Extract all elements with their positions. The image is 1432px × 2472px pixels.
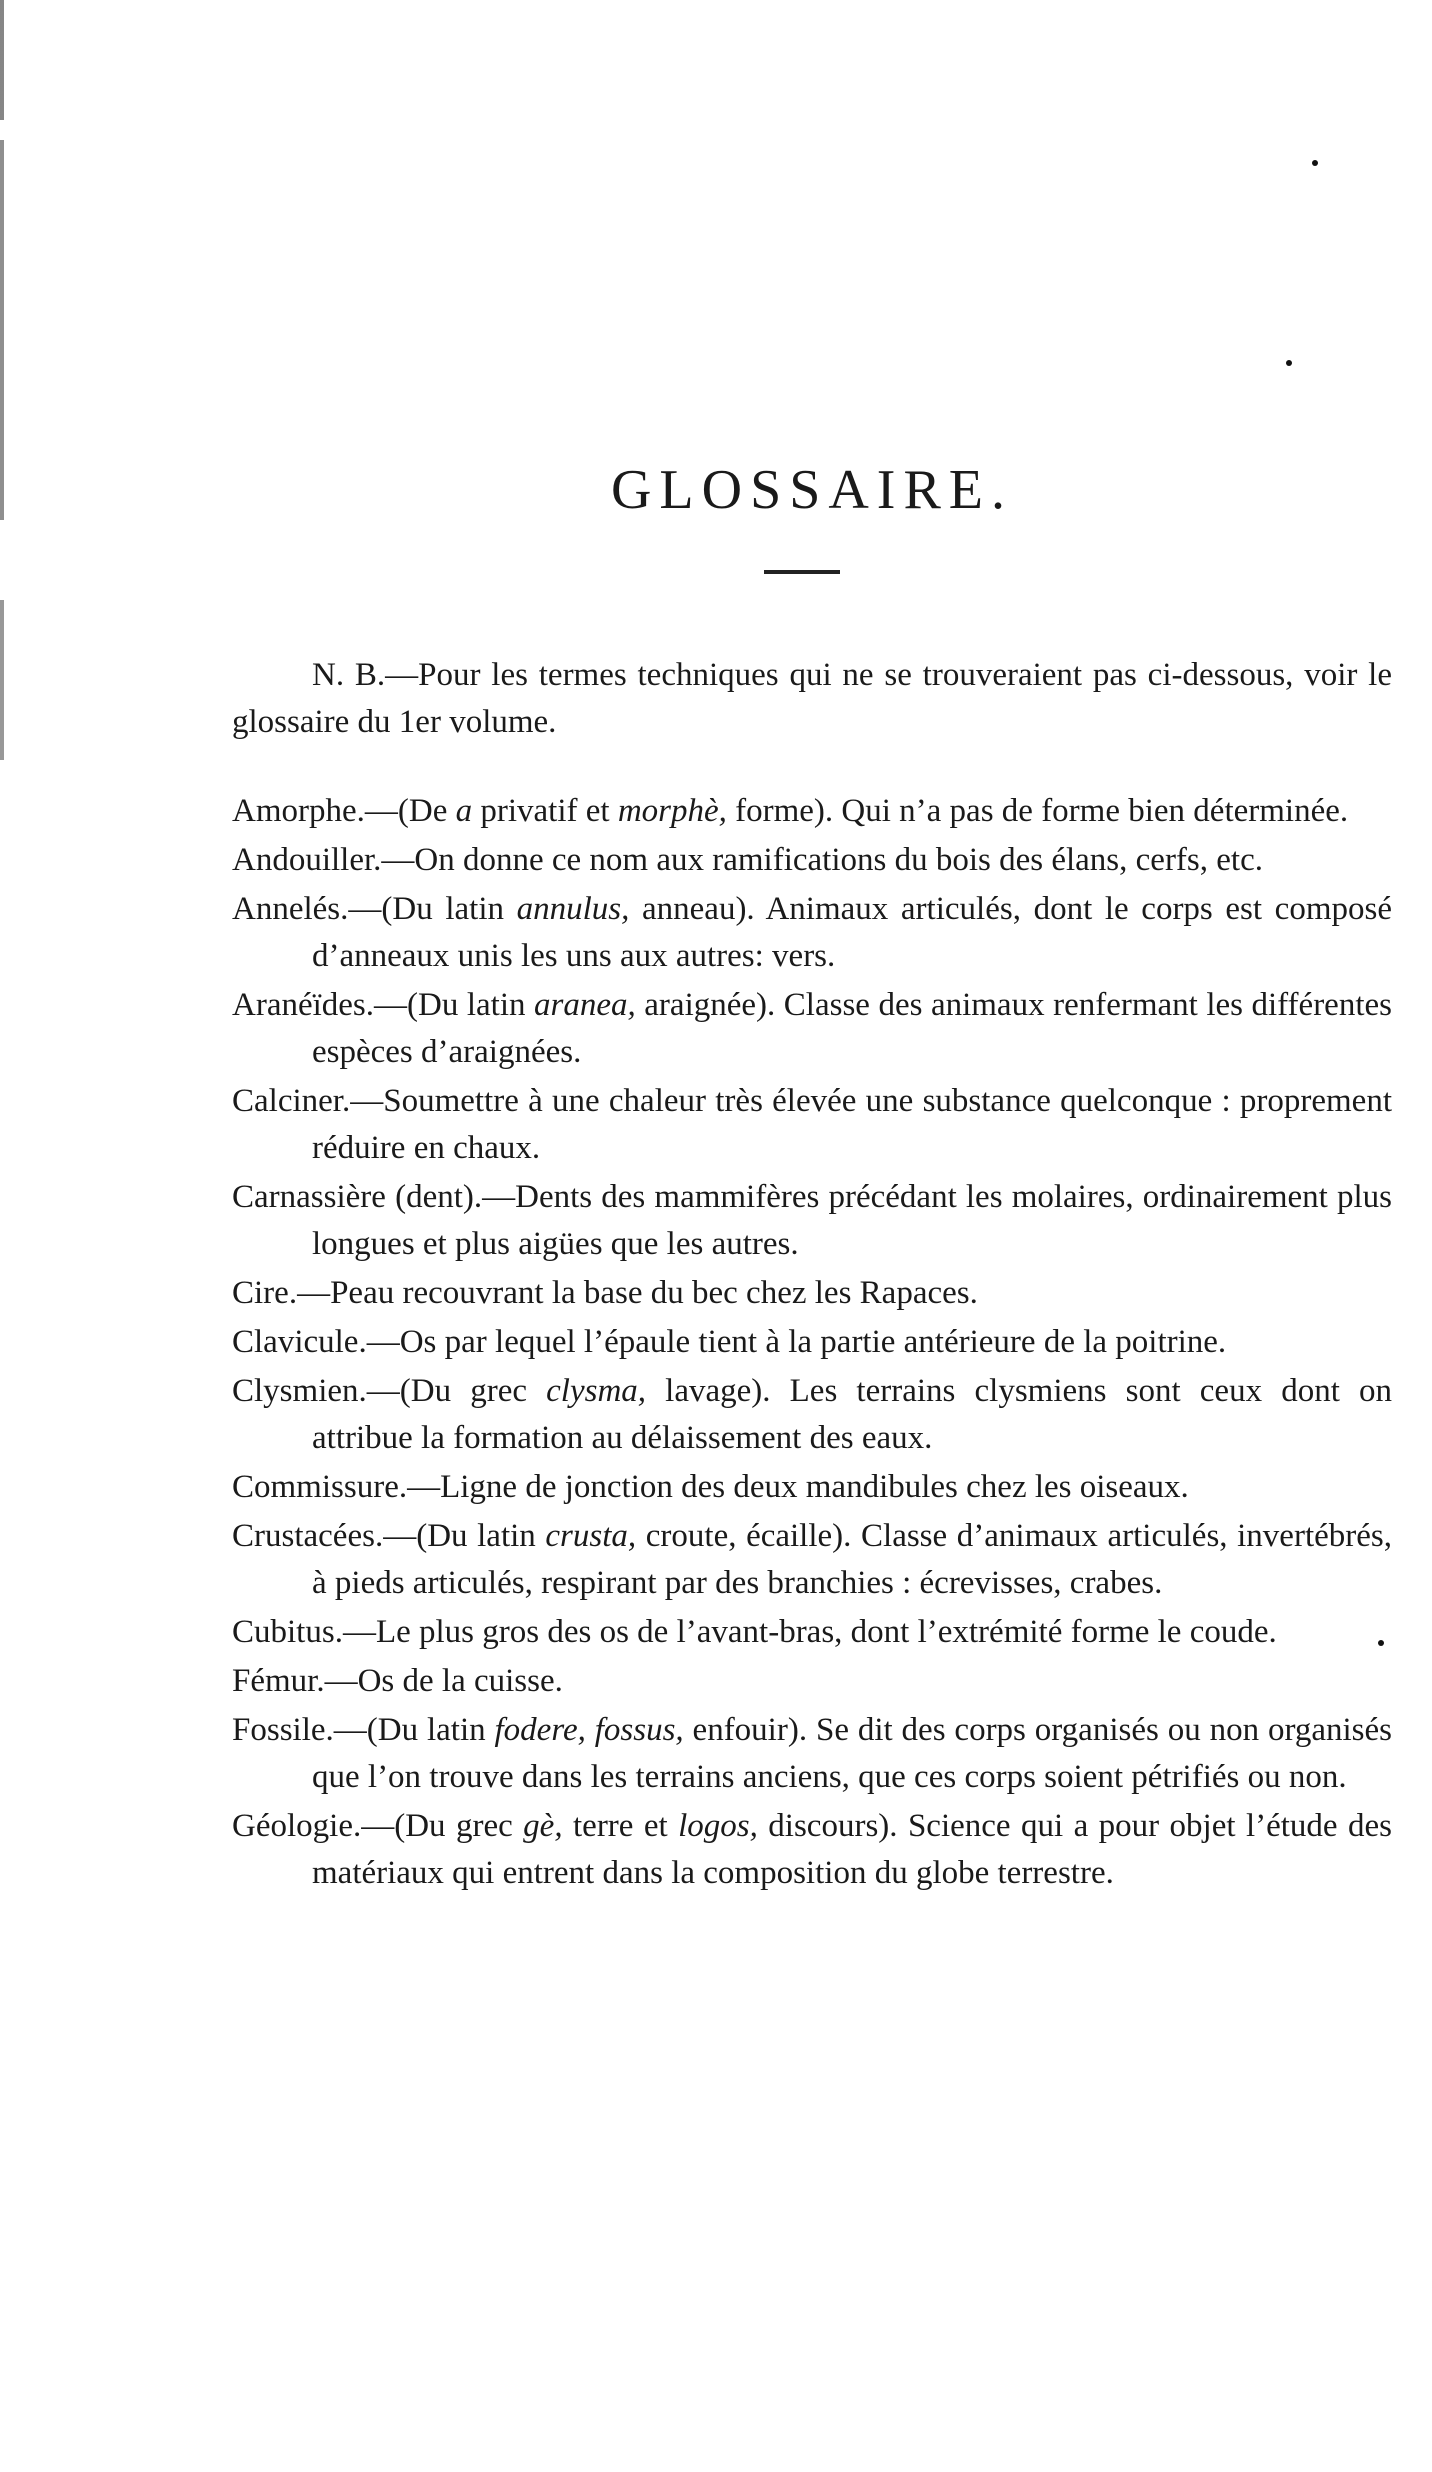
glossary-definition-text: anneau). Animaux articulés, dont le corps est composé d’anneaux unis les uns aux autres: vers. xyxy=(312,891,1392,974)
glossary-definition-text: —Dents des mammifères précédant les molaires, ordinairement plus longues et plus aigües que les autres. xyxy=(312,1179,1392,1262)
glossary-italic-word: aranea, xyxy=(534,987,636,1023)
glossary-entry xyxy=(232,1270,1392,1317)
glossary-definition-text: privatif et xyxy=(472,793,618,829)
ink-speck xyxy=(1312,160,1318,166)
glossary-definition-text: —(Du latin xyxy=(333,1712,495,1748)
glossary-term: Cubitus. xyxy=(232,1614,343,1650)
glossary-definition-text: —Peau recouvrant la base du bec chez les Rapaces. xyxy=(297,1275,978,1311)
glossary-definition-text: —Soumettre à une chaleur très élevée une substance quelconque : proprement réduire en chaux. xyxy=(312,1083,1392,1166)
glossary-definition-text: —(Du grec xyxy=(366,1373,547,1409)
glossary-definition-text: —Ligne de jonction des deux mandibules chez les oiseaux. xyxy=(407,1469,1189,1505)
glossary-definition-text: —(Du latin xyxy=(348,891,517,927)
glossary-term: Commissure. xyxy=(232,1469,408,1505)
introductory-note: N. B.—Pour les termes techniques qui ne se trouveraient pas ci-dessous, voir le glossaire du 1er volume. xyxy=(232,657,1392,740)
glossary-entry xyxy=(232,1803,1392,1897)
glossary-entries xyxy=(232,788,1392,1899)
glossary-term: Annelés. xyxy=(232,891,349,927)
glossary-term: Calciner. xyxy=(232,1083,351,1119)
glossary-definition-text: forme). Qui n’a pas de forme bien déterminée. xyxy=(726,793,1349,829)
glossary-entry xyxy=(232,982,1392,1076)
glossary-entry xyxy=(232,1609,1392,1656)
glossary-definition-text: enfouir). Se dit des corps organisés ou non organisés que l’on trouve dans les terrains anciens, que ces corps soient pétrifiés ou non. xyxy=(312,1712,1392,1795)
glossary-term: Cire. xyxy=(232,1275,298,1311)
glossary-entry xyxy=(232,1464,1392,1511)
glossary-term: Crustacées. xyxy=(232,1518,384,1554)
glossary-term: Clavicule. xyxy=(232,1324,367,1360)
glossary-definition-text: lavage). Les terrains clysmiens sont ceux dont on attribue la formation au délaissement des eaux. xyxy=(312,1373,1392,1456)
glossary-definition-text: —On donne ce nom aux ramifications du bois des élans, cerfs, etc. xyxy=(381,842,1263,878)
glossary-italic-word: morphè, xyxy=(617,793,727,829)
glossary-entry xyxy=(232,788,1392,835)
glossary-term: Andouiller. xyxy=(232,842,382,878)
title-rule xyxy=(764,570,840,574)
glossary-entry xyxy=(232,1368,1392,1462)
glossary-italic-word: clysma, xyxy=(546,1373,647,1409)
glossary-term: Amorphe. xyxy=(232,793,365,829)
glossary-entry xyxy=(232,1078,1392,1172)
ink-speck xyxy=(1286,360,1292,366)
glossary-definition-text: —(Du grec xyxy=(361,1808,524,1844)
glossary-italic-word: a xyxy=(455,793,473,829)
glossary-term: Géologie. xyxy=(232,1808,362,1844)
glossary-term: Aranéïdes. xyxy=(232,987,375,1023)
glossary-entry xyxy=(232,1174,1392,1268)
glossary-entry xyxy=(232,886,1392,980)
glossary-term: Carnassière (dent). xyxy=(232,1179,483,1215)
glossary-definition-text: terre et xyxy=(562,1808,679,1844)
glossary-definition-text: discours). Science qui a pour objet l’étude des matériaux qui entrent dans la composition du globe terrestre. xyxy=(312,1808,1392,1891)
glossary-entry xyxy=(232,1513,1392,1607)
glossary-definition-text: —(De xyxy=(364,793,456,829)
glossary-entry xyxy=(232,1707,1392,1801)
glossary-definition-text: —(Du latin xyxy=(383,1518,546,1554)
glossary-term: Fémur. xyxy=(232,1663,325,1699)
glossary-italic-word: fodere, fossus, xyxy=(494,1712,684,1748)
page-edge-shadow xyxy=(0,0,4,2472)
glossary-definition-text: —Le plus gros des os de l’avant-bras, dont l’extrémité forme le coude. xyxy=(342,1614,1277,1650)
glossary-italic-word: crusta, xyxy=(545,1518,637,1554)
glossary-definition-text: —Os par lequel l’épaule tient à la partie antérieure de la poitrine. xyxy=(366,1324,1227,1360)
glossary-definition-text: —Os de la cuisse. xyxy=(324,1663,563,1699)
glossary-term: Fossile. xyxy=(232,1712,334,1748)
glossary-term: Clysmien. xyxy=(232,1373,367,1409)
glossary-italic-word: logos, xyxy=(678,1808,758,1844)
glossary-entry xyxy=(232,1319,1392,1366)
page-title: GLOSSAIRE. xyxy=(610,458,1014,521)
glossary-entry xyxy=(232,1658,1392,1705)
glossary-italic-word: gè, xyxy=(523,1808,563,1844)
glossary-italic-word: annulus, xyxy=(516,891,630,927)
glossary-entry xyxy=(232,837,1392,884)
glossary-definition-text: araignée). Classe des animaux renfermant les différentes espèces d’araignées. xyxy=(312,987,1392,1070)
glossary-definition-text: —(Du latin xyxy=(374,987,535,1023)
glossary-definition-text: croute, écaille). Classe d’animaux articulés, invertébrés, à pieds articulés, respirant par des branchies : écrevisses, crabes. xyxy=(312,1518,1392,1601)
